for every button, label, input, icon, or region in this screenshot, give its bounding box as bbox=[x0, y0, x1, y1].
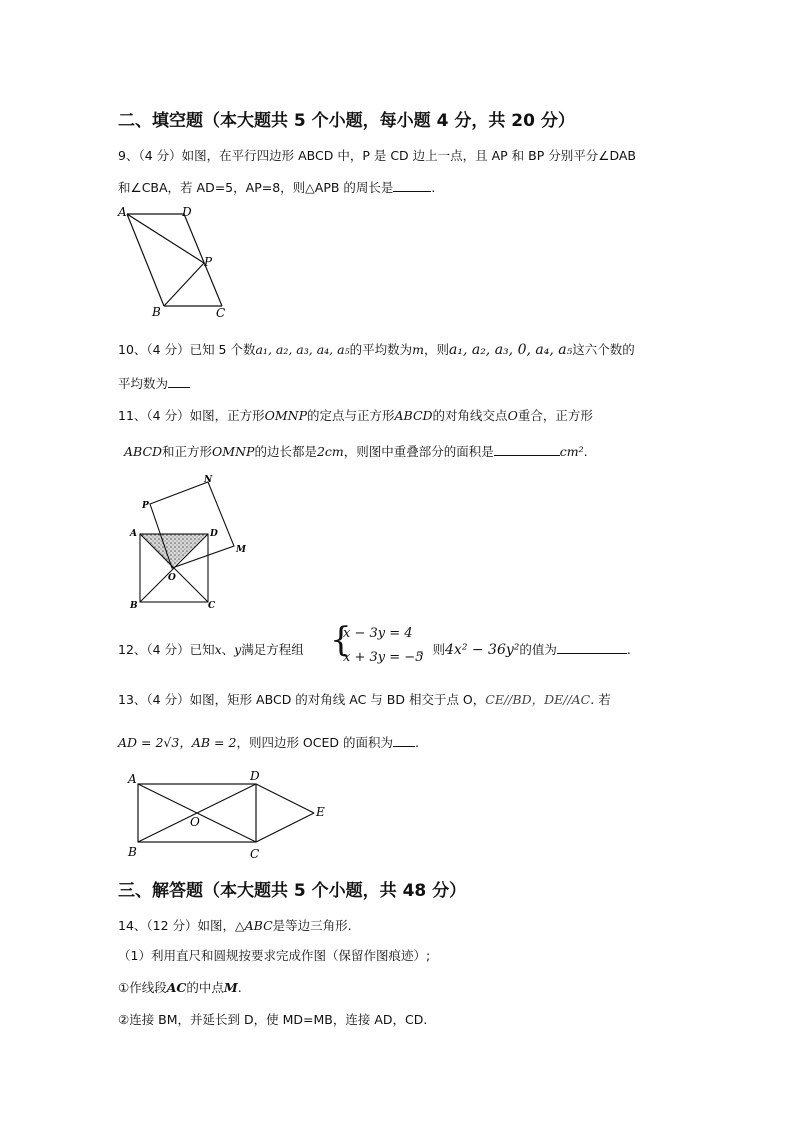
q13-line2a: AD = 2√3，AB = 2 bbox=[118, 735, 237, 750]
q14-line1a: 14、（12 分）如图， bbox=[118, 918, 236, 933]
q13-line2 bbox=[118, 733, 419, 751]
q12-prefix-group bbox=[118, 640, 304, 658]
q11-t2: 的对角线交点 bbox=[432, 408, 508, 423]
label-A: A bbox=[130, 529, 137, 539]
q10-mid: 的平均数为 bbox=[349, 342, 413, 357]
answer-blank bbox=[168, 375, 190, 388]
parallelogram-figure bbox=[112, 200, 242, 325]
q10-line2 bbox=[118, 374, 190, 392]
label-D: D bbox=[182, 205, 192, 219]
q12-prefix: 12、（4 分）已知 bbox=[118, 642, 215, 657]
q10-nums: a₁, a₂, a₃, a₄, a₅ bbox=[255, 342, 350, 357]
q13-t1: . 若 bbox=[590, 692, 611, 707]
label-C: C bbox=[250, 847, 260, 861]
q12-t2: ，则 bbox=[420, 642, 446, 657]
q13-line1 bbox=[118, 690, 611, 708]
label-D: D bbox=[250, 769, 260, 783]
q10-line2-text: 平均数为 bbox=[118, 376, 169, 391]
q12-t1: 满足方程组 bbox=[241, 642, 304, 657]
q14-m: M bbox=[223, 980, 238, 995]
equation-brace: { bbox=[330, 620, 352, 660]
label-B: B bbox=[130, 601, 138, 611]
label-B: B bbox=[152, 305, 161, 319]
q11-len: 2cm bbox=[316, 444, 344, 459]
q13-end: . bbox=[414, 735, 419, 750]
label-D: D bbox=[210, 529, 218, 539]
label-M: M bbox=[236, 545, 246, 555]
q14-line1b: 是等边三角形. bbox=[272, 918, 352, 933]
q11-abcd: ABCD bbox=[394, 408, 433, 423]
q12-t3: 的值为 bbox=[519, 642, 557, 657]
q9-line2 bbox=[118, 178, 435, 196]
q11-o: O bbox=[507, 408, 518, 423]
q14-tri: △ABC bbox=[235, 918, 273, 933]
q11-t3: 重合，正方形 bbox=[517, 408, 593, 423]
answer-blank bbox=[557, 641, 627, 654]
q13-line2b: ，则四边形 OCED 的面积为 bbox=[236, 735, 393, 750]
q14-line3 bbox=[118, 978, 242, 996]
q13-prefix: 13、（4 分）如图，矩形 ABCD 的对角线 AC 与 BD 相交于点 O， bbox=[118, 692, 486, 707]
q10-m: m bbox=[412, 342, 424, 357]
label-A: A bbox=[118, 205, 127, 219]
q12-suffix-group bbox=[420, 640, 631, 658]
q14-line4: ②连接 BM，并延长到 D，使 MD=MB，连接 AD，CD. bbox=[118, 1012, 428, 1027]
q11-t1: 的定点与正方形 bbox=[307, 408, 395, 423]
squares-figure bbox=[122, 470, 252, 615]
q11-t5: 的边长都是 bbox=[254, 444, 317, 459]
label-O: O bbox=[190, 815, 200, 829]
label-O: O bbox=[168, 573, 176, 583]
q11-prefix: 11、（4 分）如图，正方形 bbox=[118, 408, 265, 423]
q12-expr: 4x² − 36y² bbox=[445, 642, 520, 658]
q11-line1 bbox=[118, 406, 593, 424]
q12-end: . bbox=[626, 642, 631, 657]
q12-y: y bbox=[234, 642, 242, 657]
q11-unit: cm² bbox=[559, 444, 584, 459]
q11-end: . bbox=[583, 444, 588, 459]
q11-abcd2: ABCD bbox=[124, 444, 163, 459]
q10-suffix: 这六个数的 bbox=[572, 342, 635, 357]
q11-line2 bbox=[124, 442, 588, 460]
q9-line2-text: 和∠CBA，若 AD=5，AP=8，则△APB 的周长是 bbox=[118, 180, 394, 195]
overlap-region bbox=[140, 534, 208, 568]
q14-line1 bbox=[118, 916, 352, 934]
q14-line3a: ①作线段 bbox=[118, 980, 167, 995]
q12-eq2: x + 3y = −5 bbox=[343, 650, 424, 665]
section-title: 二、填空题（本大题共 5 个小题，每小题 4 分，共 20 分） bbox=[118, 111, 575, 131]
q13-cond: CE//BD，DE//AC bbox=[485, 692, 591, 707]
answer-blank bbox=[393, 734, 415, 747]
section-title: 三、解答题（本大题共 5 个小题，共 48 分） bbox=[118, 881, 467, 901]
q12-x: x bbox=[214, 642, 222, 657]
q14-line3b: 的中点 bbox=[186, 980, 224, 995]
q10-line1 bbox=[118, 340, 635, 358]
label-P: P bbox=[142, 501, 149, 511]
q10-mid2: ，则 bbox=[423, 342, 449, 357]
label-E: E bbox=[316, 805, 325, 819]
q11-t6: ，则图中重叠部分的面积是 bbox=[343, 444, 494, 459]
q14-line3c: . bbox=[237, 980, 242, 995]
q9-line1: 9、（4 分）如图，在平行四边形 ABCD 中，P 是 CD 边上一点，且 AP 和 BP 分别平分∠DAB bbox=[118, 148, 636, 163]
q11-omnp2: OMNP bbox=[212, 444, 255, 459]
label-P: P bbox=[204, 255, 213, 269]
q9-end: . bbox=[431, 180, 436, 195]
q11-omnp: OMNP bbox=[264, 408, 307, 423]
q10-six: a₁, a₂, a₃, 0, a₄, a₅ bbox=[448, 342, 573, 358]
answer-blank bbox=[393, 179, 431, 192]
q12-sep: 、 bbox=[221, 642, 235, 657]
q12-eq1: x − 3y = 4 bbox=[343, 626, 413, 641]
q14-line2: （1）利用直尺和圆规按要求完成作图（保留作图痕迹）; bbox=[118, 948, 431, 963]
answer-blank bbox=[494, 443, 560, 456]
rectangle-figure bbox=[122, 766, 342, 862]
q14-ac: AC bbox=[166, 980, 187, 995]
label-B: B bbox=[128, 845, 137, 859]
q10-prefix: 10、（4 分）已知 5 个数 bbox=[118, 342, 256, 357]
label-C: C bbox=[216, 306, 226, 320]
label-A: A bbox=[128, 772, 137, 786]
label-C: C bbox=[208, 601, 216, 611]
label-N: N bbox=[204, 475, 213, 485]
q11-t4: 和正方形 bbox=[162, 444, 213, 459]
